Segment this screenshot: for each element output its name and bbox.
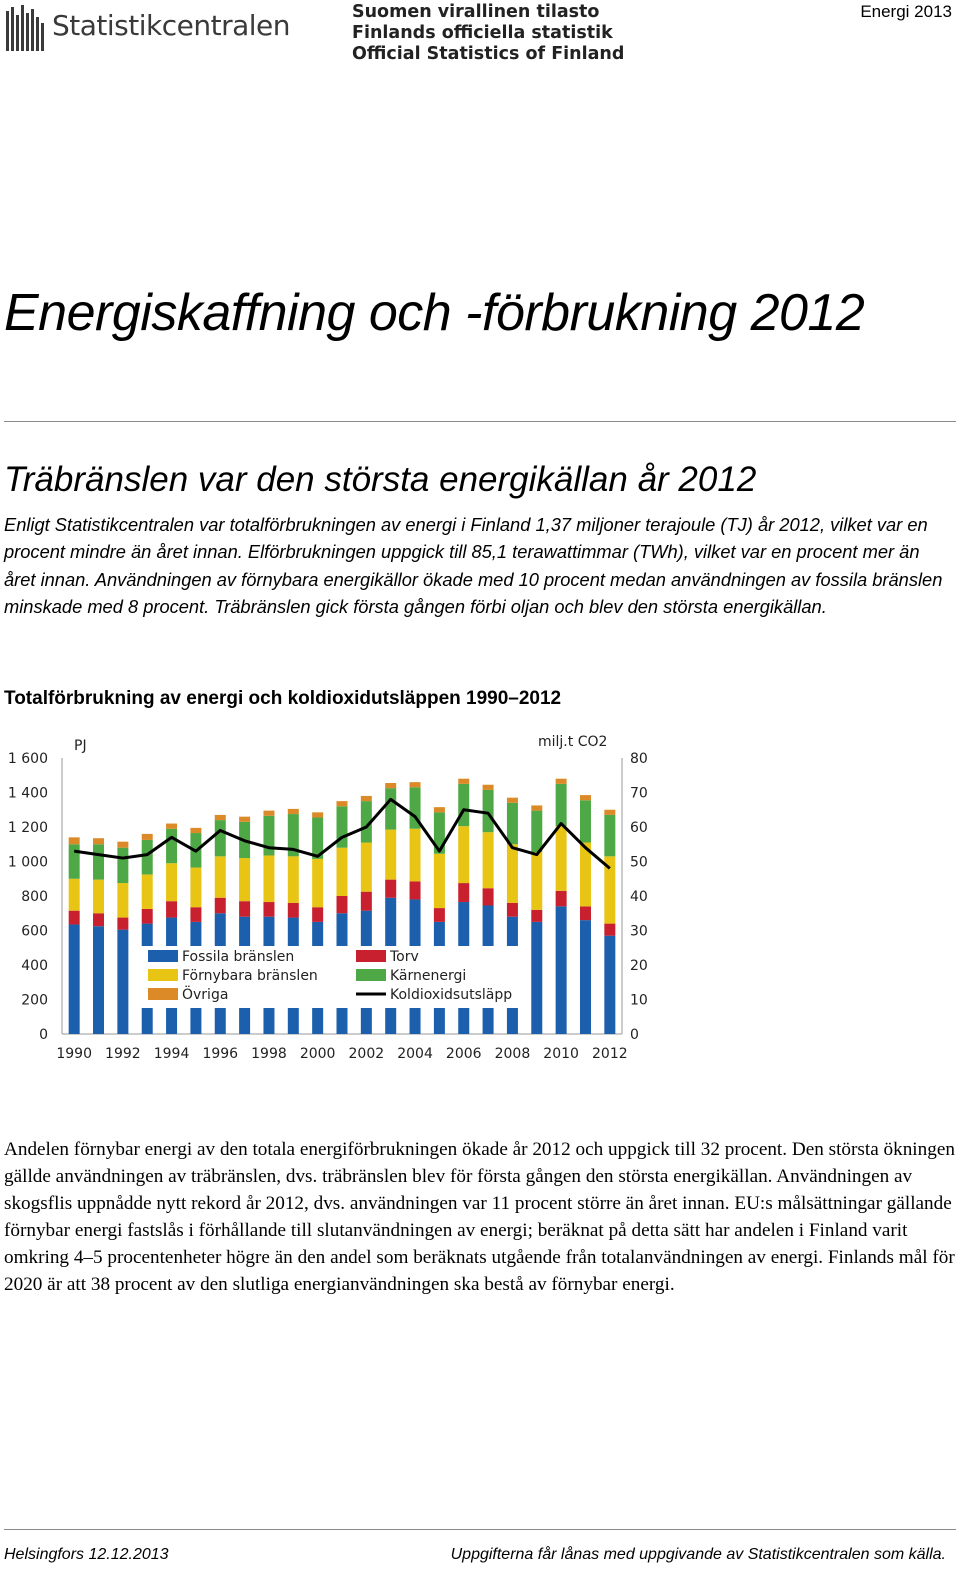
- y-tick-label: 600: [21, 923, 48, 940]
- bar-segment: [166, 863, 177, 901]
- bar-segment: [312, 907, 323, 922]
- y-tick-label: 1 600: [7, 751, 48, 767]
- bar-segment: [361, 843, 372, 892]
- bar-segment: [458, 779, 469, 784]
- logo-bars-icon: [4, 3, 48, 55]
- bar-segment: [93, 913, 104, 926]
- bar-segment: [580, 800, 591, 842]
- y2-tick-label: 50: [630, 854, 648, 871]
- bar-segment: [434, 807, 445, 812]
- bar-segment: [239, 858, 250, 901]
- bar-segment: [337, 801, 348, 806]
- legend-label: Fossila bränslen: [182, 949, 295, 965]
- bar-segment: [410, 881, 421, 899]
- bar-segment: [142, 909, 153, 924]
- bar-segment: [556, 826, 567, 891]
- bar-segment: [93, 838, 104, 844]
- chart-title: Totalförbrukning av energi och koldioxidutsläppen 1990–2012: [4, 688, 562, 709]
- x-tick-label: 1990: [56, 1046, 92, 1062]
- bar-segment: [93, 844, 104, 879]
- y-tick-label: 800: [21, 889, 48, 905]
- bar-segment: [337, 848, 348, 896]
- x-tick-label: 1992: [105, 1046, 141, 1062]
- y2-tick-label: 80: [630, 751, 648, 767]
- bar-segment: [142, 874, 153, 909]
- bar-segment: [507, 844, 518, 903]
- y2-tick-label: 60: [630, 820, 648, 836]
- legend-label: Koldioxidsutsläpp: [390, 987, 513, 1003]
- lead-paragraph: Enligt Statistikcentralen var totalförbrukningen av energi i Finland 1,37 miljoner terajoule (TJ) år 2012, vilket var en procent mindre än året innan. Elförbrukningen uppgick till 85,1 terawattimmar (TWh), vilket var en procent mer än året innan. Användningen av förnybara energikällor ökade med 10 procent medan användningen av fossila bränslen minskade med 8 procent. Träbränslen gick första gången förbi oljan och blev den största energikällan.: [4, 514, 943, 617]
- y-tick-label: 1 400: [7, 785, 48, 802]
- bar-segment: [117, 918, 128, 930]
- bar-segment: [604, 924, 615, 936]
- bar-segment: [337, 896, 348, 913]
- y-tick-label: 200: [21, 992, 48, 1009]
- y2-tick-label: 10: [630, 992, 648, 1009]
- bar-segment: [385, 788, 396, 829]
- bar-segment: [166, 829, 177, 864]
- y-tick-label: 1 000: [7, 854, 48, 871]
- bar-segment: [215, 820, 226, 856]
- y-axis-label: PJ: [74, 738, 87, 754]
- bar-segment: [483, 888, 494, 905]
- footer-date: Helsingfors 12.12.2013: [4, 1546, 169, 1563]
- x-tick-label: 1998: [251, 1046, 287, 1062]
- legend-swatch: [356, 969, 386, 981]
- bar-segment: [312, 859, 323, 907]
- bar-segment: [142, 834, 153, 840]
- footer-source-note: Uppgifterna får lånas med uppgivande av Statistikcentralen som källa.: [450, 1546, 946, 1563]
- bar-segment: [531, 805, 542, 810]
- bar-segment: [410, 829, 421, 882]
- page-title: Energiskaffning och -förbrukning 2012: [4, 284, 865, 342]
- bar-segment: [93, 926, 104, 1034]
- statistikcentralen-logo: [4, 3, 299, 55]
- bar-segment: [434, 854, 445, 908]
- bar-segment: [69, 879, 80, 911]
- x-tick-label: 2012: [592, 1046, 628, 1062]
- bar-segment: [434, 908, 445, 922]
- bar-segment: [93, 880, 104, 914]
- bar-segment: [288, 903, 299, 918]
- title-divider: [4, 421, 956, 422]
- footer-divider: [4, 1529, 956, 1530]
- bar-segment: [142, 840, 153, 875]
- bar-segment: [483, 785, 494, 790]
- y2-tick-label: 20: [630, 958, 648, 974]
- bar-segment: [215, 898, 226, 914]
- bar-segment: [531, 811, 542, 852]
- bar-segment: [483, 790, 494, 832]
- bar-segment: [190, 907, 201, 922]
- bar-segment: [580, 920, 591, 1034]
- official-line-en: Official Statistics of Finland: [352, 44, 625, 64]
- bar-segment: [263, 855, 274, 902]
- body-paragraph: Andelen förnybar energi av den totala energiförbrukningen ökade år 2012 och uppgick till 32 procent. Den största ökningen gällde användningen av träbränslen, dvs. träbränslen blev för första gången den största energikällan. Användningen av skogsflis uppnådde nytt rekord år 2012, dvs. användningen var 11 procent större än året innan. EU:s målsättningar gällande förnybar energi fastslås i förhållande till slutanvändningen av energi; beräknat på detta sätt har andelen i Finland varit omkring 4–5 procentenheter högre än den andel som beräknats utgående från totalanvändningen av energi. Finlands mål för 2020 är att 38 procent av den slutliga energianvändningen ska bestå av förnybar energi.: [4, 1139, 955, 1296]
- official-line-sv: Finlands officiella statistik: [352, 23, 613, 43]
- bar-segment: [556, 906, 567, 1034]
- bar-segment: [190, 828, 201, 833]
- bar-segment: [385, 880, 396, 898]
- x-tick-label: 2004: [397, 1046, 433, 1062]
- x-tick-label: 2000: [299, 1046, 336, 1062]
- bar-segment: [263, 902, 274, 917]
- bar-segment: [263, 811, 274, 816]
- legend-label: Övriga: [182, 987, 229, 1003]
- bar-segment: [531, 910, 542, 922]
- y2-tick-label: 40: [630, 889, 648, 905]
- bar-segment: [288, 809, 299, 814]
- bar-segment: [215, 815, 226, 820]
- bar-segment: [604, 936, 615, 1034]
- bar-segment: [458, 826, 469, 883]
- energy-consumption-chart: [0, 728, 660, 1073]
- x-tick-label: 1994: [153, 1046, 190, 1062]
- y-tick-label: 400: [21, 958, 48, 974]
- x-tick-label: 2008: [494, 1046, 531, 1062]
- official-line-fi: Suomen virallinen tilasto: [352, 2, 600, 22]
- bar-segment: [483, 832, 494, 888]
- bar-segment: [385, 830, 396, 880]
- bar-segment: [507, 798, 518, 803]
- y2-tick-label: 30: [630, 923, 648, 940]
- bar-segment: [531, 922, 542, 1034]
- publication-name: Energi 2013: [860, 2, 952, 21]
- y2-axis-label: milj.t CO2: [538, 734, 608, 750]
- y-tick-label: 0: [39, 1027, 48, 1043]
- bar-segment: [604, 815, 615, 856]
- bar-segment: [580, 795, 591, 800]
- y-tick-label: 1 200: [7, 820, 48, 836]
- bar-segment: [117, 842, 128, 848]
- bar-segment: [190, 868, 201, 908]
- legend-swatch: [148, 988, 178, 1000]
- x-tick-label: 2006: [445, 1046, 482, 1062]
- legend-label: Torv: [390, 949, 419, 965]
- bar-segment: [410, 782, 421, 787]
- x-tick-label: 2002: [348, 1046, 385, 1062]
- bar-segment: [69, 837, 80, 844]
- y2-tick-label: 0: [630, 1027, 639, 1043]
- legend-swatch: [356, 950, 386, 962]
- bar-segment: [507, 803, 518, 844]
- bar-segment: [604, 810, 615, 815]
- bar-segment: [288, 856, 299, 903]
- bar-segment: [239, 901, 250, 917]
- legend-swatch: [148, 950, 178, 962]
- legend-label: Förnybara bränslen: [182, 968, 318, 984]
- legend-swatch: [148, 969, 178, 981]
- bar-segment: [69, 924, 80, 1034]
- x-tick-label: 2010: [543, 1046, 579, 1062]
- bar-segment: [361, 892, 372, 911]
- y2-tick-label: 70: [630, 785, 648, 802]
- bar-segment: [385, 783, 396, 788]
- bar-segment: [239, 817, 250, 822]
- logo-text: Statistikcentralen: [52, 9, 290, 42]
- section-subtitle: Träbränslen var den största energikällan år 2012: [4, 460, 757, 499]
- bar-segment: [263, 816, 274, 856]
- bar-segment: [556, 891, 567, 907]
- x-tick-label: 1996: [202, 1046, 239, 1062]
- bar-segment: [507, 903, 518, 917]
- bar-segment: [69, 911, 80, 925]
- bar-segment: [166, 824, 177, 829]
- bar-segment: [580, 906, 591, 920]
- bar-segment: [117, 930, 128, 1034]
- official-statistics-label: [352, 2, 624, 65]
- bar-segment: [556, 779, 567, 784]
- bar-segment: [117, 883, 128, 918]
- bar-segment: [166, 901, 177, 917]
- bar-segment: [69, 844, 80, 879]
- bar-segment: [361, 796, 372, 801]
- bar-segment: [117, 848, 128, 883]
- bar-segment: [531, 852, 542, 910]
- bar-segment: [215, 856, 226, 897]
- legend-label: Kärnenergi: [390, 968, 467, 984]
- bar-segment: [458, 784, 469, 826]
- bar-segment: [556, 784, 567, 826]
- bar-segment: [458, 883, 469, 902]
- bar-segment: [312, 812, 323, 817]
